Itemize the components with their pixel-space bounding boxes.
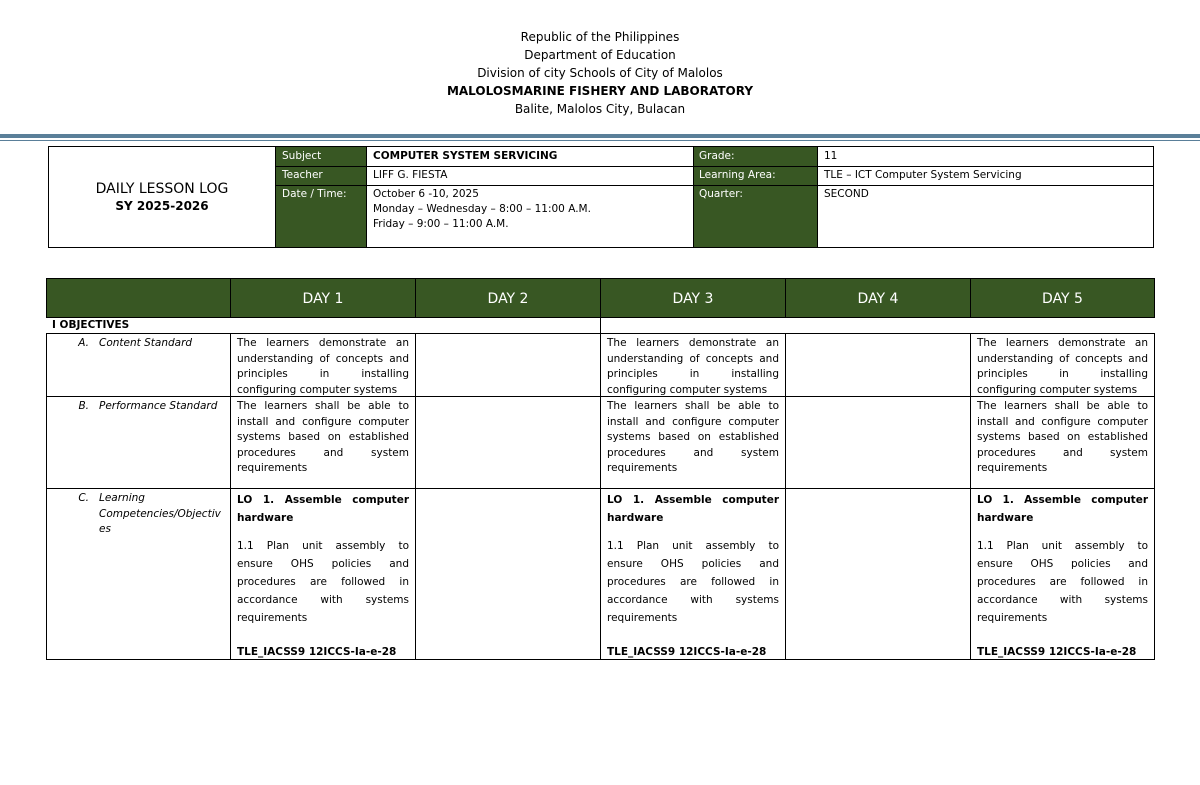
performance-standard-day2 [415, 397, 601, 489]
day-3-header [600, 278, 786, 318]
content-standard-day4 [785, 334, 971, 397]
performance-standard-day3: The learners shall be able to install and configure computer systems based on established procedures and system requirements [600, 397, 786, 489]
content-standard-label [46, 334, 231, 397]
learning-competencies-day5 [970, 489, 1155, 660]
performance-standard-day4 [785, 397, 971, 489]
day-2-label: DAY 2 [487, 291, 529, 307]
day-4-label: DAY 4 [857, 291, 899, 307]
learning-area-value: TLE – ICT Computer System Servicing [824, 169, 1022, 181]
day-4-header [785, 278, 971, 318]
grid-line [600, 318, 601, 334]
performance-standard-day1: The learners shall be able to install and configure computer systems based on established procedures and system requirements [230, 397, 416, 489]
grid-line [276, 166, 1154, 167]
lo-title: LO 1. Assemble computer hardware [237, 494, 409, 524]
learning-competencies-day3 [600, 489, 786, 660]
day-1-label: DAY 1 [302, 291, 344, 307]
header-divider-thick [0, 134, 1200, 138]
time-friday: Friday – 9:00 – 11:00 A.M. [373, 218, 509, 230]
lo-description: 1.1 Plan unit assembly to ensure OHS policies and procedures are followed in accordance with systems requirements [607, 540, 779, 624]
grid-line [817, 147, 818, 247]
header-republic: Republic of the Philippines [520, 30, 680, 44]
lo-title: LO 1. Assemble computer hardware [607, 494, 779, 524]
lo-description: 1.1 Plan unit assembly to ensure OHS policies and procedures are followed in accordance with systems requirements [237, 540, 409, 624]
day-1-header [230, 278, 416, 318]
row-letter-b: B. [78, 400, 89, 412]
header-divider-thin [0, 140, 1200, 141]
learning-competencies-day1 [230, 489, 416, 660]
header-blank-cell [46, 278, 231, 318]
lo-title: LO 1. Assemble computer hardware [977, 494, 1148, 524]
content-standard-day2 [415, 334, 601, 397]
content-standard-title: Content Standard [99, 337, 193, 349]
date-range: October 6 -10, 2025 [373, 188, 479, 200]
header-school-name: MALOLOSMARINE FISHERY AND LABORATORY [446, 84, 754, 98]
grid-line [366, 147, 367, 247]
time-mon-wed: Monday – Wednesday – 8:00 – 11:00 A.M. [373, 203, 591, 215]
learning-area-label: Learning Area: [693, 166, 817, 185]
learning-competencies-day4 [785, 489, 971, 660]
log-title-block [49, 147, 275, 247]
date-time-label: Date / Time: [276, 185, 366, 247]
competency-code: TLE_IACSS9 12ICCS-Ia-e-28 [977, 646, 1137, 658]
performance-standard-label [46, 397, 231, 489]
grid-line [276, 185, 1154, 186]
learning-competencies-title: Learning Competencies/Objectiv es [99, 492, 221, 535]
content-standard-day3: The learners demonstrate an understanding of concepts and principles in installing configuring computer systems [600, 334, 786, 397]
competency-code: TLE_IACSS9 12ICCS-Ia-e-28 [607, 646, 767, 658]
objectives-heading: I OBJECTIVES [46, 318, 1155, 334]
day-3-label: DAY 3 [672, 291, 714, 307]
content-standard-day5: The learners demonstrate an understanding of concepts and principles in installing configuring computer systems [970, 334, 1155, 397]
subject-label: Subject [276, 147, 366, 166]
school-year: SY 2025-2026 [115, 199, 209, 213]
learning-competencies-label [46, 489, 231, 660]
header-division: Division of city Schools of City of Malolos [477, 66, 723, 80]
lesson-info-table [48, 146, 1154, 248]
row-letter-c: C. [78, 492, 89, 504]
lesson-log-table [46, 278, 1155, 660]
header-department: Department of Education [524, 48, 676, 62]
grade-value: 11 [824, 150, 838, 162]
row-letter-a: A. [78, 337, 89, 349]
date-time-value [367, 185, 693, 247]
quarter-value: SECOND [824, 188, 869, 200]
info-grid [275, 147, 1154, 247]
day-2-header [415, 278, 601, 318]
document-header [0, 28, 1200, 118]
header-address: Balite, Malolos City, Bulacan [514, 102, 686, 116]
teacher-label: Teacher [276, 166, 366, 185]
subject-value: COMPUTER SYSTEM SERVICING [373, 150, 558, 162]
quarter-label: Quarter: [693, 185, 817, 247]
performance-standard-day5: The learners shall be able to install and configure computer systems based on established procedures and system requirements [970, 397, 1155, 489]
log-title: DAILY LESSON LOG [95, 181, 229, 197]
day-5-header [970, 278, 1155, 318]
lo-description: 1.1 Plan unit assembly to ensure OHS policies and procedures are followed in accordance with systems requirements [977, 540, 1148, 624]
grid-line [693, 147, 694, 247]
teacher-value: LIFF G. FIESTA [373, 169, 448, 181]
grade-label: Grade: [693, 147, 817, 166]
day-5-label: DAY 5 [1042, 291, 1083, 307]
content-standard-day1: The learners demonstrate an understanding of concepts and principles in installing configuring computer systems [230, 334, 416, 397]
competency-code: TLE_IACSS9 12ICCS-Ia-e-28 [237, 646, 397, 658]
performance-standard-title: Performance Standard [99, 400, 218, 412]
learning-competencies-day2 [415, 489, 601, 660]
